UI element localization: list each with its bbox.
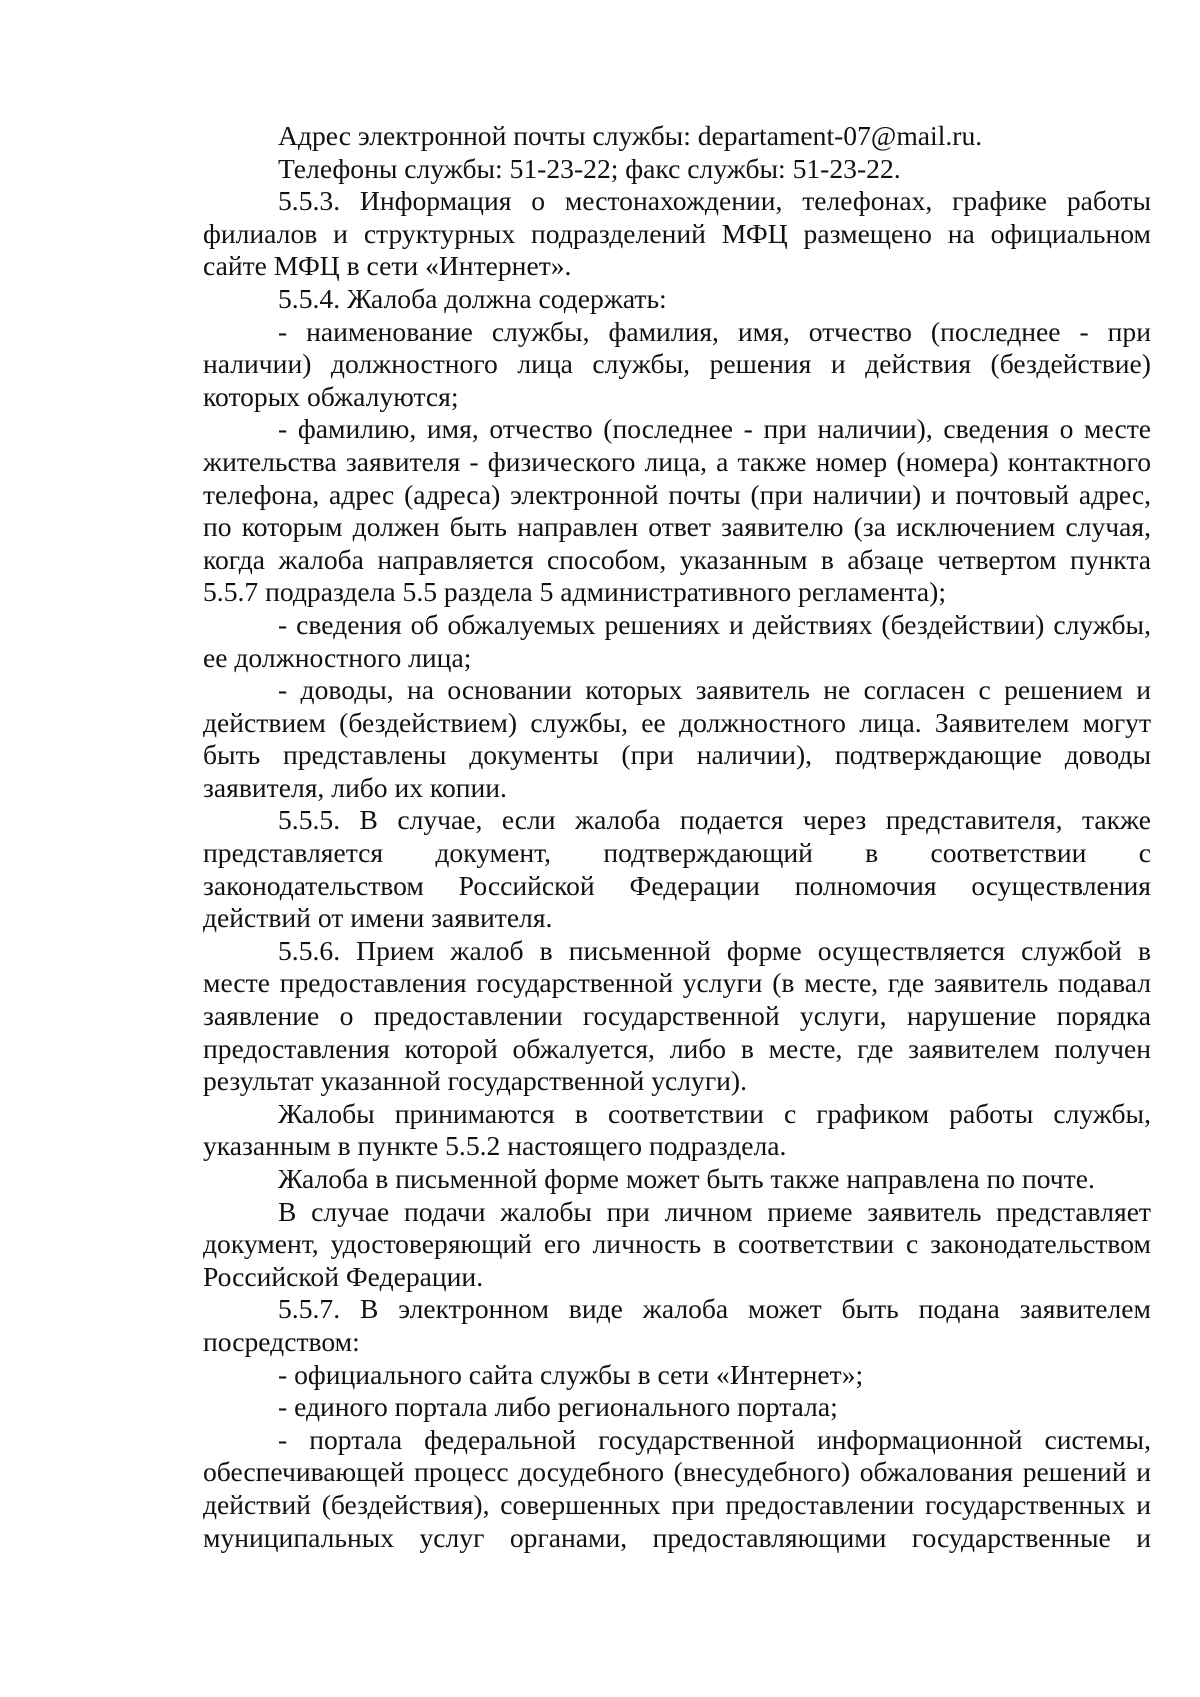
paragraph-5-5-6: 5.5.6. Прием жалоб в письменной форме осуществляется службой в месте предоставления государственной услуги (в месте, где заявитель подавал заявление о предоставлении государственной услуги, нарушение порядка предоставления которой обжалуется, либо в месте, где заявителем получен результат указанной государственной услуги).	[203, 934, 1151, 1097]
list-item-service-name: - наименование службы, фамилия, имя, отчество (последнее - при наличии) должностного лица службы, решения и действия (бездействие) которых обжалуются;	[203, 315, 1151, 412]
paragraph-5-5-3: 5.5.3. Информация о местонахождении, телефонах, графике работы филиалов и структурных подразделений МФЦ размещено на официальном сайте МФЦ в сети «Интернет».	[203, 185, 1151, 282]
paragraph-5-5-4: 5.5.4. Жалоба должна содержать:	[278, 282, 667, 314]
document-page	[203, 120, 1151, 1554]
list-item-unified-portal: - единого портала либо регионального портала;	[278, 1391, 838, 1423]
service-email-line: Адрес электронной почты службы: departament-07@mail.ru.	[278, 120, 983, 151]
paragraph-5-5-5: 5.5.5. В случае, если жалоба подается через представителя, также представляется документ, подтверждающий в соответствии с законодательством Российской Федерации полномочия осуществления действий от имени заявителя.	[203, 804, 1151, 934]
list-item-arguments: - доводы, на основании которых заявитель не согласен с решением и действием (бездействием) службы, ее должностного лица. Заявителем могут быть представлены документы (при наличии), подтверждающие доводы заявителя, либо их копии.	[203, 674, 1151, 803]
paragraph-personal-reception: В случае подачи жалобы при личном приеме заявитель представляет документ, удостоверяющий его личность в соответствии с законодательством Российской Федерации.	[203, 1195, 1151, 1292]
list-item-federal-portal: - портала федеральной государственной информационной системы, обеспечивающей процесс досудебного (внесудебного) обжалования решений и действий (бездействия), совершенных при предоставлении государственных и муниципальных услуг органами, предоставляющими государственные и	[203, 1423, 1151, 1553]
paragraph-5-5-7: 5.5.7. В электронном виде жалоба может быть подана заявителем посредством:	[203, 1293, 1151, 1357]
list-item-applicant-info: - фамилию, имя, отчество (последнее - при наличии), сведения о месте жительства заявителя - физического лица, а также номер (номера) контактного телефона, адрес (адреса) электронной почты (при наличии) и почтовый адрес, по которым должен быть направлен ответ заявителю (за исключением случая, когда жалоба направляется способом, указанным в абзаце четвертом пункта 5.5.7 подраздела 5.5 раздела 5 административного регламента);	[203, 413, 1151, 608]
list-item-appealed-decisions: - сведения об обжалуемых решениях и действиях (бездействии) службы, ее должностного лица;	[203, 608, 1151, 673]
paragraph-by-mail: Жалоба в письменной форме может быть также направлена по почте.	[278, 1163, 1095, 1194]
service-phones-line: Телефоны службы: 51-23-22; факс службы: 51-23-22.	[278, 152, 901, 184]
list-item-official-site: - официального сайта службы в сети «Интернет»;	[278, 1358, 864, 1390]
paragraph-schedule: Жалобы принимаются в соответствии с графиком работы службы, указанным в пункте 5.5.2 настоящего подраздела.	[203, 1097, 1151, 1162]
